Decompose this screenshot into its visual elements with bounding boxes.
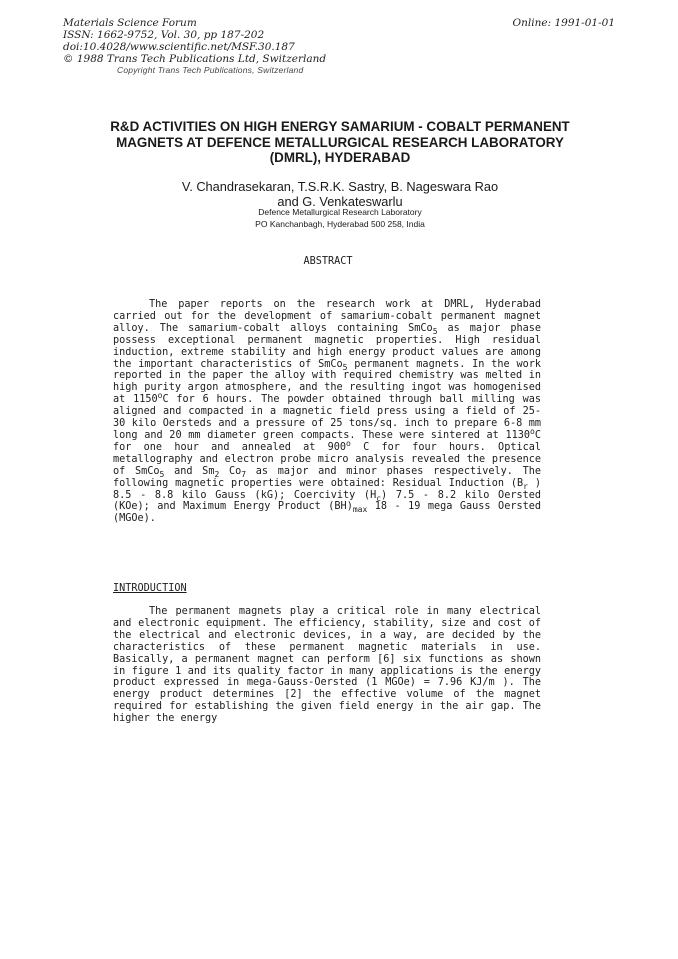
title-line: (DMRL), HYDERABAD [269, 150, 411, 165]
issn-volume: ISSN: 1662-9752, Vol. 30, pp 187-202 [63, 29, 265, 41]
introduction-body [113, 606, 541, 725]
online-date: Online: 1991-01-01 [512, 17, 615, 29]
affiliation-line: PO Kanchanbagh, Hyderabad 500 258, India [255, 218, 425, 229]
author-line: V. Chandrasekaran, T.S.R.K. Sastry, B. Nageswara Rao [181, 179, 499, 194]
abstract-body [113, 299, 541, 525]
author-list [90, 179, 590, 209]
copyright-stamp: Copyright Trans Tech Publications, Switzerland [117, 65, 304, 75]
journal-citation [63, 17, 326, 65]
affiliation [90, 207, 590, 230]
introduction-heading: INTRODUCTION [113, 583, 187, 594]
abstract-heading: ABSTRACT [303, 256, 353, 267]
copyright-line: © 1988 Trans Tech Publications Ltd, Switzerland [63, 53, 327, 65]
journal-name: Materials Science Forum [63, 17, 197, 29]
abstract-paragraph: The paper reports on the research work at DMRL, Hyderabad carried out for the development of samarium-cobalt permanent magnet alloy. The samarium-cobalt alloys containing SmCo$_5$ as major phase possess exceptional permanent magnetic properties. High residual induction, extreme stability and high energy product values are among the important characteristics of SmCo$_5$ permanent magnets. In the work reported in the paper the alloy with required chemistry was melted in high purity argon atmosphere, and the resulting ingot was homogenised at 1150$^o$C for 6 hours. The powder obtained through ball milling was aligned and compacted in a magnetic field press using a field of 25-30 kilo Oersteds and a pressure of 25 tons/sq. inch to prepare 6-8 mm long and 20 mm diameter green compacts. These were sintered at 1130$^o$C for one hour and annealed at 900$^o$ C for four hours. Optical metallography and electron probe micro analysis revealed the presence of SmCo$_5$ and $Sm_2$ $Co_7$ as major and minor phases respectively. The following magnetic properties were obtained: Residual Induction ($B_r$ ) 8.5 - 8.8 kilo Gauss (kG); Coercivity $(H_c)$ 7.5 - 8.2 kilo Oersted (KOe); and Maximum Energy Product $(BH)_{max}$ 18 - 19 mega Gauss Oersted (MGOe). [113, 299, 541, 525]
introduction-paragraph: The permanent magnets play a critical role in many electrical and electronic equipment. The efficiency, stability, size and cost of the electrical and electronic devices, in a way, are decided by the characteristics of these permanent magnetic materials in use. Basically, a permanent magnet can perform [6] six functions as shown in figure 1 and its quality factor in many applications is the energy product expressed in mega-Gauss-Oersted (1 MGOe) = 7.96 KJ/m ). The energy product determines [2] the effective volume of the magnet required for establishing the given field energy in the air gap. The higher the energy [113, 606, 541, 725]
title-line: R&D ACTIVITIES ON HIGH ENERGY SAMARIUM - COBALT PERMANENT [110, 119, 570, 134]
title-line: MAGNETS AT DEFENCE METALLURGICAL RESEARCH LABORATORY [116, 134, 564, 150]
paper-title [90, 119, 590, 166]
affiliation-line: Defence Metallurgical Research Laboratory [258, 207, 422, 217]
doi-link[interactable]: doi:10.4028/www.scientific.net/MSF.30.187 [63, 41, 295, 53]
author-line: and G. Venkateswarlu [277, 194, 403, 209]
